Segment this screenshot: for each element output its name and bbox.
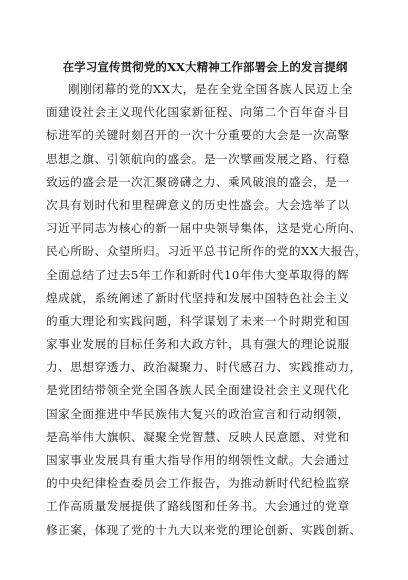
body-line: 刚刚闭幕的党的XX大，是在全党全国各族人民迈上全	[68, 82, 353, 96]
body-line: 工作高质量发展提供了路线图和任务书。大会通过的党章	[46, 499, 350, 514]
body-line: 是高举伟大旗帜、凝聚全党智慧、反映人民意愿、对党和	[46, 429, 350, 444]
body-line: 的重大理论和实践问题，科学谋划了未来一个时期党和国	[46, 313, 350, 328]
body-line: 煌成就，系统阐述了新时代坚持和发展中国特色社会主义	[46, 290, 350, 305]
body-line: 致远的盛会是一次汇聚磅礴之力、乘风破浪的盛会，是一	[46, 174, 350, 189]
body-line: 次具有划时代和里程碑意义的历史性盛会。大会选举了以	[46, 197, 350, 212]
body-line: 国家全面推进中华民族伟大复兴的政治宣言和行动纲领，	[46, 406, 350, 421]
body-line: 全面总结了过去5年工作和新时代10年伟大变革取得的辉	[46, 267, 350, 282]
body-line: 标进军的关键时刻召开的一次十分重要的大会是一次高擎	[46, 128, 350, 143]
document-body	[46, 78, 368, 542]
body-line: 习近平同志为核心的新一届中央领导集体，这是党心所向、	[46, 221, 362, 236]
body-line: 民心所盼、众望所归。习近平总书记所作的党的XX大报告，	[46, 244, 368, 259]
document-title: 在学习宣传贯彻党的XX大精神工作部署会上的发言提纲	[62, 60, 348, 74]
body-line: 修正案，体现了党的十九大以来党的理论创新、实践创新、	[46, 522, 362, 537]
body-line: 的中央纪律检查委员会工作报告，为推动新时代纪检监察	[46, 476, 350, 491]
body-line: 国家事业发展具有重大指导作用的纲领性文献。大会通过	[46, 453, 350, 467]
body-line: 力、思想穿透力、政治凝聚力、时代感召力、实践推动力，	[46, 360, 362, 375]
body-line: 面建设社会主义现代化国家新征程、向第二个百年奋斗目	[46, 105, 350, 120]
body-line: 家事业发展的目标任务和大政方针，具有强大的理论说服	[46, 337, 350, 352]
body-line: 思想之旗、引领航向的盛会。是一次擘画发展之路、行稳	[46, 151, 350, 166]
body-line: 是党团结带领全党全国各族人民全面建设社会主义现代化	[46, 383, 350, 398]
